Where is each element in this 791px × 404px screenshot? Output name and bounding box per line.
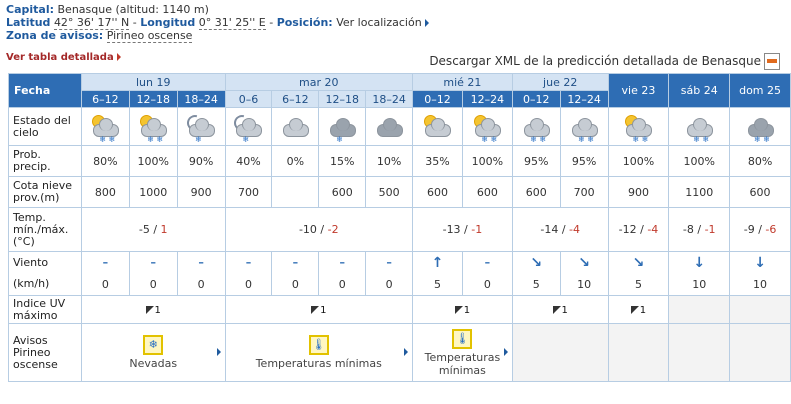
wind-speed-cell: 10 <box>730 274 791 296</box>
calm-icon: – <box>150 256 156 270</box>
day-header: mié 21 <box>413 74 513 91</box>
day-header: dom 25 <box>730 74 791 108</box>
period-header: 0–6 <box>225 91 272 108</box>
xml-download-icon[interactable] <box>764 53 780 70</box>
prob-cell: 95% <box>512 146 560 177</box>
wind-speed-cell: 5 <box>608 274 669 296</box>
prob-cell: 40% <box>225 146 272 177</box>
arrow-right-icon <box>425 19 429 27</box>
uv-cell-empty <box>730 296 791 324</box>
latitud-value: 42° 36' 17'' N <box>53 16 130 29</box>
row-label-viento: Viento <box>9 252 82 274</box>
aviso-cell-empty <box>608 324 669 382</box>
fecha-header: Fecha <box>9 74 82 108</box>
calm-icon: – <box>386 256 392 270</box>
arrow-down-right-icon: ↘ <box>530 254 543 271</box>
wind-dir-cell <box>319 252 366 274</box>
cloud-icon <box>279 112 311 142</box>
arrow-down-icon: ↓ <box>693 254 706 271</box>
prob-cell: 15% <box>319 146 366 177</box>
cota-cell: 800 <box>81 177 129 208</box>
temp-cell: -8 / -1 <box>669 208 730 252</box>
cota-cell: 1100 <box>669 177 730 208</box>
sky-cell <box>366 108 413 146</box>
day-header: mar 20 <box>225 74 413 91</box>
cloud-snow-icon: ❄ ❄ <box>568 112 600 142</box>
period-header: 6–12 <box>81 91 129 108</box>
uv-triangle-icon <box>146 306 154 314</box>
row-label-estado: Estado del cielo <box>9 108 82 146</box>
wind-dir-cell <box>512 252 560 274</box>
cota-cell: 600 <box>413 177 463 208</box>
aviso-cell[interactable]: ❄ Nevadas <box>81 324 225 382</box>
prob-cell: 35% <box>413 146 463 177</box>
sky-cell <box>319 108 366 146</box>
aviso-cell-empty <box>669 324 730 382</box>
cota-cell <box>272 177 319 208</box>
wind-speed-cell: 0 <box>366 274 413 296</box>
sky-cell <box>512 108 560 146</box>
aviso-cell[interactable]: 🌡 Temperaturas mínimas <box>413 324 513 382</box>
prob-cell: 80% <box>81 146 129 177</box>
sky-cell <box>730 108 791 146</box>
period-header: 0–12 <box>512 91 560 108</box>
sky-cell <box>413 108 463 146</box>
sky-cell <box>225 108 272 146</box>
uv-cell: 1 <box>413 296 513 324</box>
cota-cell: 600 <box>462 177 512 208</box>
thermometer-warning-icon: 🌡 <box>452 329 472 349</box>
ver-tabla-detallada-link[interactable]: Ver tabla detallada <box>6 52 121 63</box>
row-label-kmh: (km/h) <box>9 274 82 296</box>
descargar-xml-link[interactable]: Descargar XML de la predicción detallada de Benasque <box>429 54 761 68</box>
arrow-right-icon <box>404 348 408 356</box>
prob-cell: 10% <box>366 146 413 177</box>
zona-value: Pirineo oscense <box>106 29 193 42</box>
prob-cell: 100% <box>462 146 512 177</box>
prob-cell: 0% <box>272 146 319 177</box>
wind-dir-cell <box>177 252 225 274</box>
cota-cell: 700 <box>225 177 272 208</box>
sky-cell <box>81 108 129 146</box>
calm-icon: – <box>245 256 252 270</box>
cota-cell: 900 <box>608 177 669 208</box>
sky-cell <box>129 108 177 146</box>
posicion-label: Posición: <box>276 16 333 29</box>
day-header: jue 22 <box>512 74 608 91</box>
uv-triangle-icon <box>311 306 319 314</box>
aviso-cell[interactable]: 🌡 Temperaturas mínimas <box>225 324 413 382</box>
prob-cell: 100% <box>669 146 730 177</box>
day-header: sáb 24 <box>669 74 730 108</box>
wind-speed-cell: 0 <box>462 274 512 296</box>
temp-cell: -10 / -2 <box>225 208 413 252</box>
wind-speed-cell: 0 <box>225 274 272 296</box>
cota-cell: 600 <box>730 177 791 208</box>
wind-speed-cell: 0 <box>272 274 319 296</box>
wind-speed-cell: 0 <box>81 274 129 296</box>
period-header: 0–12 <box>413 91 463 108</box>
aviso-cell-empty <box>730 324 791 382</box>
row-label-prob: Prob. precip. <box>9 146 82 177</box>
calm-icon: – <box>102 256 109 270</box>
arrow-right-icon <box>504 348 508 356</box>
cloud-snow-icon: ❄ ❄ <box>520 112 552 142</box>
uv-cell: 1 <box>608 296 669 324</box>
uv-triangle-icon <box>631 306 639 314</box>
wind-speed-cell: 5 <box>413 274 463 296</box>
row-label-avisos: Avisos Pirineo oscense <box>9 324 82 382</box>
wind-speed-cell: 5 <box>512 274 560 296</box>
calm-icon: – <box>292 256 299 270</box>
cota-cell: 1000 <box>129 177 177 208</box>
wind-speed-cell: 0 <box>129 274 177 296</box>
temp-cell: -12 / -4 <box>608 208 669 252</box>
temp-cell: -5 / 1 <box>81 208 225 252</box>
uv-triangle-icon <box>455 306 463 314</box>
sun-cloud-icon <box>421 112 453 142</box>
wind-dir-cell <box>560 252 608 274</box>
temp-cell: -13 / -1 <box>413 208 513 252</box>
sky-cell <box>560 108 608 146</box>
wind-dir-cell <box>462 252 512 274</box>
arrow-right-icon <box>117 53 121 61</box>
period-header: 18–24 <box>366 91 413 108</box>
prob-cell: 90% <box>177 146 225 177</box>
arrow-down-right-icon: ↘ <box>632 254 645 271</box>
sun-cloud-snow-icon: ❄ ❄ <box>137 112 169 142</box>
period-header: 12–18 <box>129 91 177 108</box>
wind-dir-cell <box>413 252 463 274</box>
longitud-value: 0° 31' 25'' E <box>198 16 266 29</box>
moon-cloud-snow-icon: ❄ <box>232 112 264 142</box>
day-header: lun 19 <box>81 74 225 91</box>
wind-speed-cell: 0 <box>177 274 225 296</box>
uv-cell: 1 <box>512 296 608 324</box>
temp-cell: -9 / -6 <box>730 208 791 252</box>
calm-icon: – <box>339 256 345 270</box>
row-label-temp: Temp. mín./máx. (°C) <box>9 208 82 252</box>
cloud-snow-icon: ❄ <box>326 112 358 142</box>
cota-cell: 600 <box>319 177 366 208</box>
sky-cell <box>177 108 225 146</box>
arrow-down-icon: ↓ <box>754 254 766 271</box>
sky-cell <box>608 108 669 146</box>
wind-speed-cell: 10 <box>669 274 730 296</box>
capital-label: Capital: <box>6 3 54 16</box>
snowflake-warning-icon: ❄ <box>143 335 163 355</box>
wind-speed-cell: 0 <box>319 274 366 296</box>
ver-localizacion-link[interactable]: Ver localización <box>336 16 428 29</box>
period-header: 18–24 <box>177 91 225 108</box>
sky-cell <box>272 108 319 146</box>
period-header: 6–12 <box>272 91 319 108</box>
prob-cell: 80% <box>730 146 791 177</box>
prob-cell: 95% <box>560 146 608 177</box>
cloud-snow-icon: ❄ ❄ <box>683 112 715 142</box>
period-header: 12–18 <box>319 91 366 108</box>
cloud-snow-icon: ❄ ❄ <box>744 112 776 142</box>
forecast-table <box>8 73 791 382</box>
capital-value: Benasque (altitud: 1140 m) <box>57 3 209 16</box>
cota-cell: 900 <box>177 177 225 208</box>
cloud-icon <box>373 112 405 142</box>
period-header: 12–24 <box>560 91 608 108</box>
arrow-up-icon: ↑ <box>431 254 444 271</box>
thermometer-warning-icon: 🌡 <box>309 335 329 355</box>
day-header: vie 23 <box>608 74 669 108</box>
prob-cell: 100% <box>129 146 177 177</box>
cota-cell: 500 <box>366 177 413 208</box>
wind-dir-cell <box>129 252 177 274</box>
calm-icon: – <box>198 256 204 270</box>
moon-cloud-snow-icon: ❄ <box>185 112 217 142</box>
wind-speed-cell: 10 <box>560 274 608 296</box>
sky-cell <box>462 108 512 146</box>
wind-dir-cell <box>225 252 272 274</box>
zona-label: Zona de avisos: <box>6 29 104 42</box>
sun-cloud-snow-icon: ❄ ❄ <box>622 112 654 142</box>
uv-cell-empty <box>669 296 730 324</box>
cota-cell: 600 <box>512 177 560 208</box>
arrow-right-icon <box>217 348 221 356</box>
sun-cloud-snow-icon: ❄ ❄ <box>471 112 503 142</box>
period-header: 12–24 <box>462 91 512 108</box>
wind-dir-cell <box>272 252 319 274</box>
calm-icon: – <box>484 256 491 270</box>
row-label-cota: Cota nieve prov.(m) <box>9 177 82 208</box>
wind-dir-cell <box>366 252 413 274</box>
wind-dir-cell <box>730 252 791 274</box>
arrow-down-right-icon: ↘ <box>578 254 590 271</box>
wind-dir-cell <box>81 252 129 274</box>
sky-cell <box>669 108 730 146</box>
sun-cloud-snow-icon: ❄ ❄ <box>89 112 121 142</box>
temp-cell: -14 / -4 <box>512 208 608 252</box>
wind-dir-cell <box>669 252 730 274</box>
uv-cell: 1 <box>225 296 413 324</box>
aviso-cell-empty <box>512 324 608 382</box>
uv-triangle-icon <box>553 306 561 314</box>
uv-cell: 1 <box>81 296 225 324</box>
location-info: Capital: Benasque (altitud: 1140 m) Latitud 42° 36' 17'' N - Longitud 0° 31' 25'' E - Posición: Ver localización Zona de avisos: Pirineo oscense <box>6 3 429 42</box>
prob-cell: 100% <box>608 146 669 177</box>
longitud-label: Longitud <box>140 16 196 29</box>
latitud-label: Latitud <box>6 16 51 29</box>
row-label-uv: Indice UV máximo <box>9 296 82 324</box>
wind-dir-cell <box>608 252 669 274</box>
cota-cell: 700 <box>560 177 608 208</box>
